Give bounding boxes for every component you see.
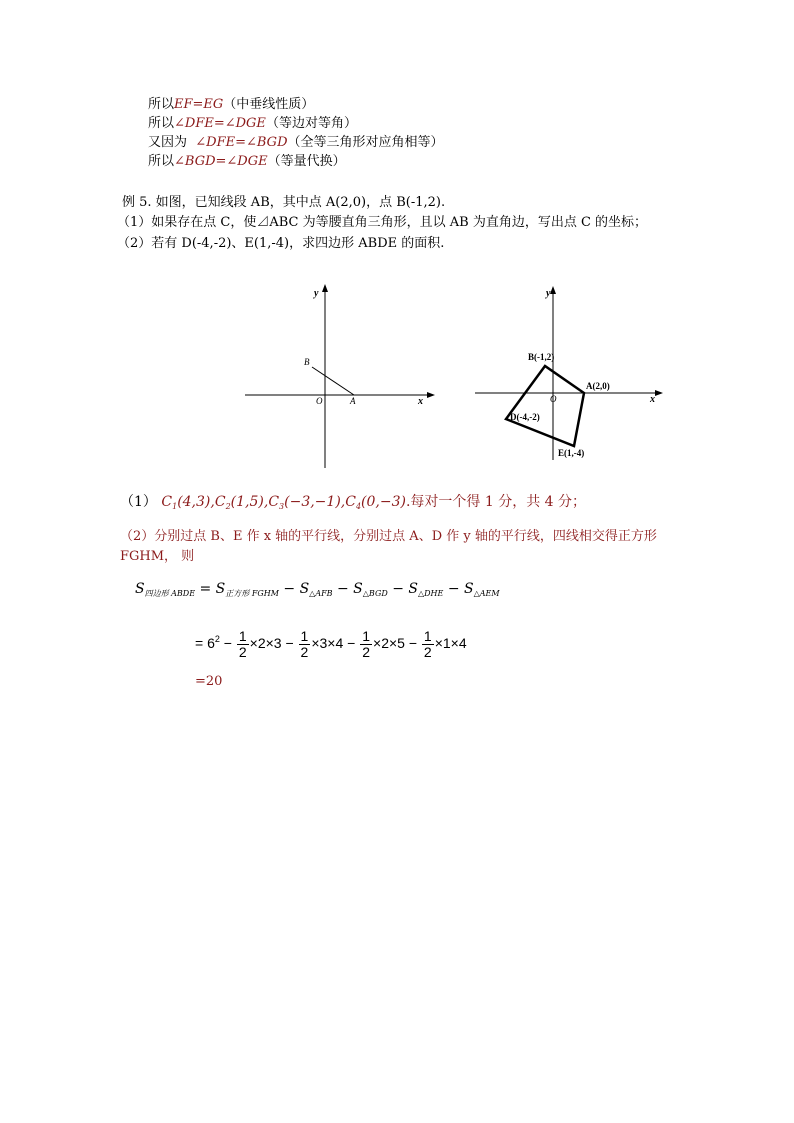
quadrilateral-abde [506, 366, 584, 446]
x-axis-label: x [418, 396, 423, 407]
proof-reason: （等边对等角） [265, 116, 357, 131]
point-c4: $C_4(0,-3)$ [345, 494, 406, 511]
proof-prefix: 又因为 [148, 135, 188, 150]
fraction: $\frac{1}{2}$ [423, 627, 432, 660]
figure-2 [470, 282, 665, 467]
segment-ab [312, 367, 354, 395]
fraction: $\frac{1}{2}$ [362, 627, 371, 660]
proof-line-1 [148, 96, 314, 114]
proof-line-2 [148, 115, 357, 133]
proof-math: ∠BGD=∠DGE [174, 154, 268, 169]
proof-math: EF=EG [174, 97, 224, 112]
point-a-label: A [350, 396, 356, 406]
proof-prefix: 所以 [148, 97, 175, 112]
answer-1-prefix: （1） [120, 494, 157, 510]
point-d-label: D(-4,-2) [510, 412, 540, 422]
answer-2-line-2: FGHM， 则 [120, 549, 195, 564]
proof-math: ∠DFE=∠BGD [195, 135, 288, 150]
point-e-label: E(1,-4) [558, 448, 585, 458]
proof-math: ∠DFE=∠DGE [174, 116, 266, 131]
proof-reason: （等量代换） [267, 154, 346, 169]
answer-1-score: .每对一个得 1 分，共 4 分； [405, 494, 587, 510]
point-a-label: A(2,0) [586, 381, 610, 391]
proof-reason: （中垂线性质） [223, 97, 315, 112]
y-axis-label: y [314, 288, 319, 299]
proof-line-3 [148, 134, 444, 152]
example-title: 例 5. 如图，已知线段 AB，其中点 A(2,0)，点 B(-1,2). [122, 195, 446, 210]
proof-prefix: 所以 [148, 116, 175, 131]
origin-label: O [316, 396, 323, 406]
x-axis-label: x [650, 394, 655, 405]
proof-line-4 [148, 153, 346, 171]
y-axis-arrow [322, 284, 328, 292]
figure-1 [240, 282, 435, 472]
y-axis-arrow [550, 286, 556, 294]
fraction: $\frac{1}{2}$ [300, 627, 309, 660]
proof-prefix: 所以 [148, 154, 175, 169]
origin-label: O [550, 394, 557, 404]
point-c2: $C_2(1,5)$, [214, 494, 269, 511]
area-result: =20 [195, 674, 223, 689]
y-axis-label: y [546, 288, 551, 299]
proof-reason: （全等三角形对应角相等） [287, 135, 444, 150]
point-c1: $C_1(4,3)$, [161, 494, 215, 511]
answer-1 [120, 492, 586, 517]
point-c3: $C_3(-3,-1)$, [268, 494, 346, 511]
x-axis-arrow [427, 392, 435, 398]
area-equation: $S_{四边形 ABDE} = S_{正方形 FGHM} - S_{\triangle AFB} - S_{\triangle BGD} - S_{\triangle DHE} - S_{\triangle AEM}$ [135, 581, 500, 598]
question-1: （1）如果存在点 C，使⊿ABC 为等腰直角三角形，且以 AB 为直角边，写出点 C 的坐标； [117, 215, 648, 230]
x-axis-arrow [655, 390, 663, 396]
question-2: （2）若有 D(-4,-2)、E(1,-4)，求四边形 ABDE 的面积. [117, 236, 445, 251]
fraction: $\frac{1}{2}$ [238, 627, 247, 660]
answer-2-line-1: （2）分别过点 B、E 作 x 轴的平行线，分别过点 A、D 作 y 轴的平行线，四线相交得正方形 [120, 529, 657, 544]
point-b-label: B [304, 357, 310, 367]
area-computation: = $6^2$ − $\frac{1}{2}$ ×2×3 − $\frac{1}{2}$ ×3×4 − $\frac{1}{2}$ ×2×5 − $\frac{1}{2}$ ×1×4 [195, 627, 467, 660]
point-b-label: B(-1,2) [528, 352, 555, 362]
